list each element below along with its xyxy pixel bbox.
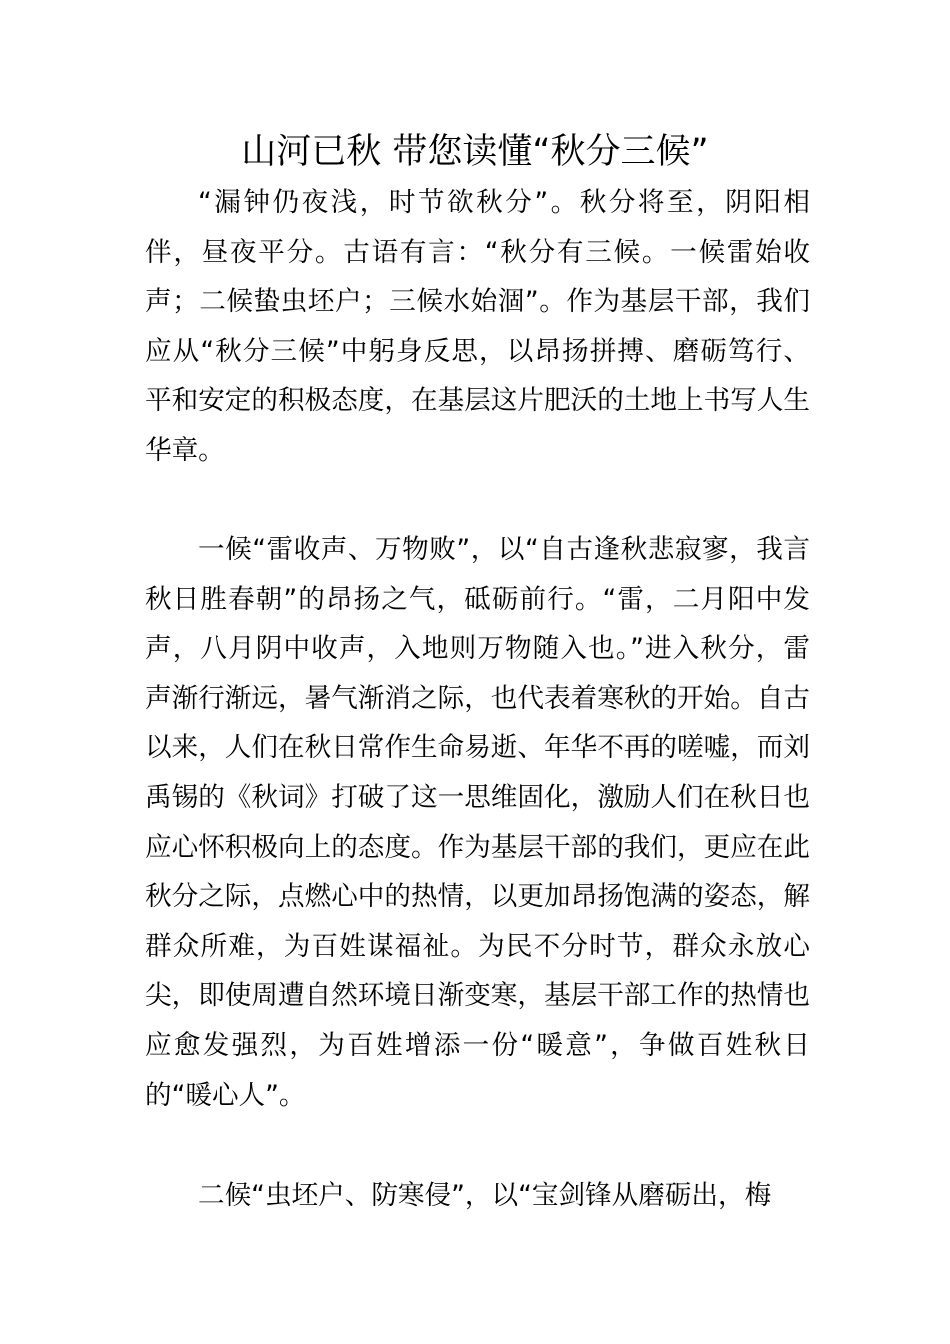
document-title: 山河已秋 带您读懂“秋分三候” [241,132,709,172]
paragraph-intro: “漏钟仍夜浅，时节欲秋分”。秋分将至，阴阳相伴，昼夜平分。古语有言：“秋分有三候。一候雷始收声；二候蛰虫坯户；三候水始涸”。作为基层干部，我们应从“秋分三候”中躬身反思，以昂扬拼搏、磨砺笃行、平和安定的积极态度，在基层这片肥沃的土地上书写人生华章。 [145,187,810,466]
paragraph-second-phase: 二候“虫坯户、防寒侵”，以“宝剑锋从磨砺出，梅 [198,1180,772,1211]
paragraph-first-phase: 一候“雷收声、万物败”，以“自古逢秋悲寂寥，我言秋日胜春朝”的昂扬之气，砥砺前行。“雷，二月阳中发声，八月阴中收声，入地则万物随入也。”进入秋分，雷声渐行渐远，暑气渐消之际，也代表着寒秋的开始。自古以来，人们在秋日常作生命易逝、年华不再的嗟嘘，而刘禹锡的《秋词》打破了这一思维固化，激励人们在秋日也应心怀积极向上的态度。作为基层干部的我们，更应在此秋分之际，点燃心中的热情，以更加昂扬饱满的姿态，解群众所难，为百姓谋福祉。为民不分时节，群众永放心尖，即使周遭自然环境日渐变寒，基层干部工作的热情也应愈发强烈，为百姓增添一份“暖意”，争做百姓秋日的“暖心人”。 [145,534,810,1111]
